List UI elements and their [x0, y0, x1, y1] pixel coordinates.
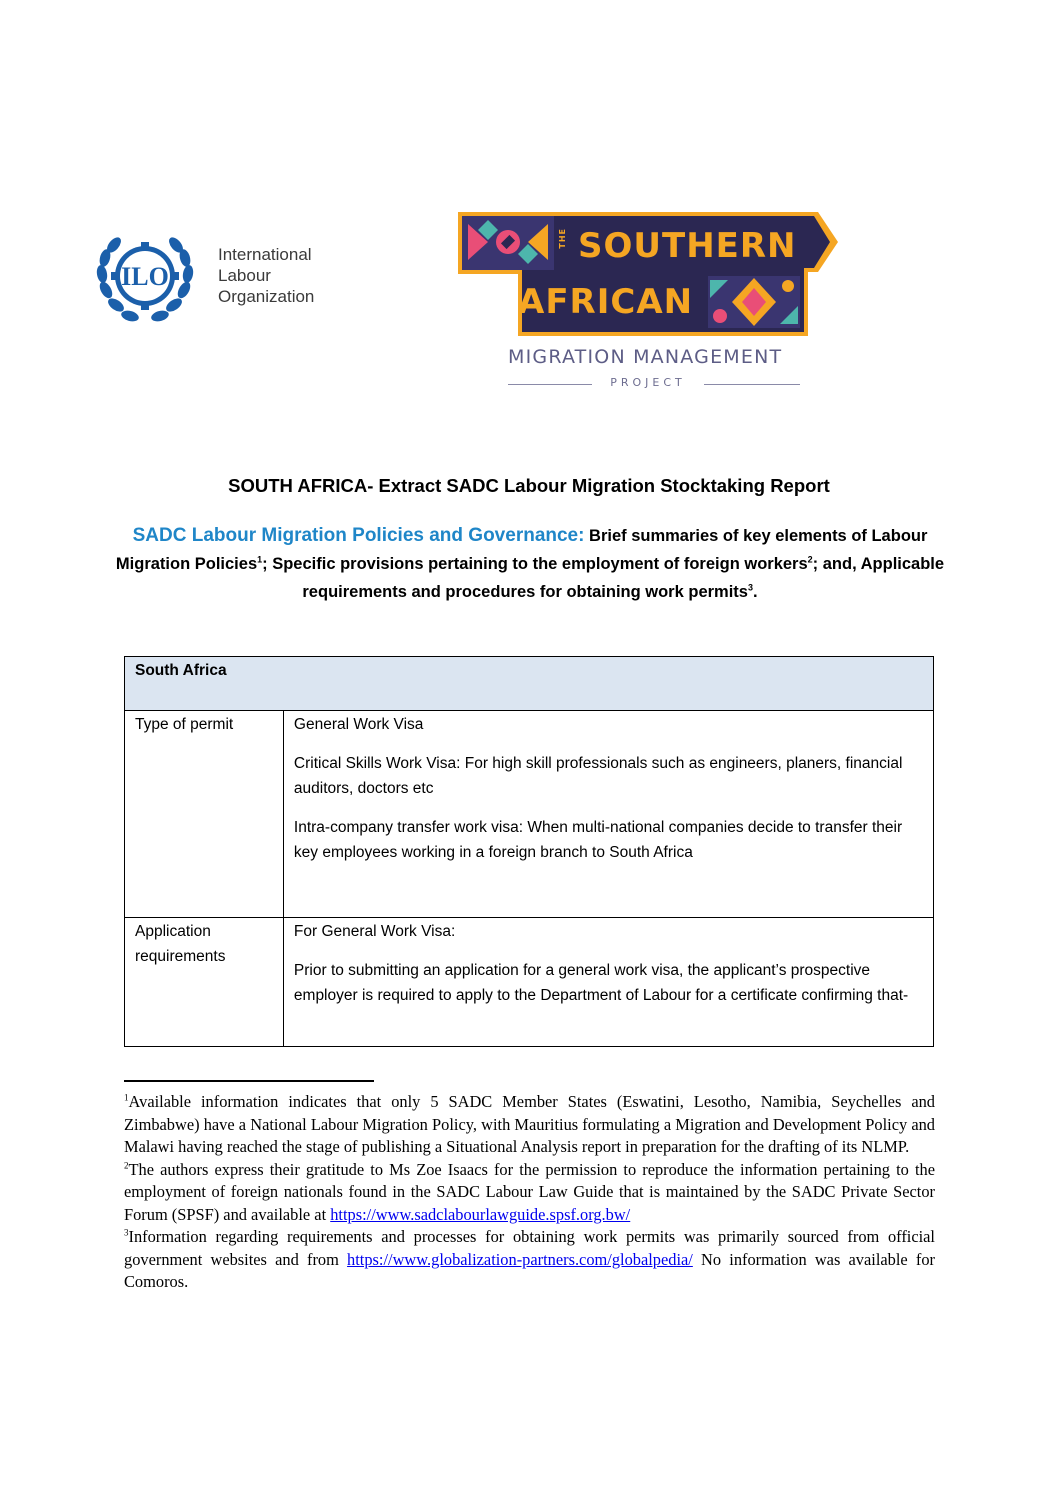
row-label-line-2: requirements: [135, 948, 226, 965]
row-value-cell: [283, 918, 933, 1047]
footnote-separator: [124, 1080, 374, 1082]
table-header-cell: [125, 657, 934, 711]
permit-table: [124, 656, 934, 1047]
footnote-text: Available information indicates that only 5 SADC Member States (Eswatini, Lesotho, Namibia, Seychelles and Zimbabwe) have a National Labour Migration Policy, with Mauritius formulating a Migration and Development Policy and Malawi having reached the stage of publishing a Situational Analysis report in preparation for the drafting of its NLMP.: [124, 1092, 935, 1156]
row-label-cell: [125, 711, 284, 918]
samm-divider-right: [704, 384, 800, 385]
footnote-3: [124, 1226, 935, 1294]
samm-logo: [458, 212, 838, 392]
ilo-logo: [92, 228, 332, 328]
footnote-mark: 2: [124, 1160, 129, 1171]
samm-project-label: PROJECT: [610, 376, 686, 389]
ilo-line-1: International: [218, 245, 312, 264]
row-label-line-1: Application: [135, 923, 211, 940]
footnotes: [124, 1091, 935, 1294]
footnote-2: [124, 1159, 935, 1227]
row-label: Type of permit: [135, 716, 234, 733]
footnote-ref-2[interactable]: 2: [807, 554, 813, 565]
globalpedia-link[interactable]: https://www.globalization-partners.com/globalpedia/: [347, 1249, 693, 1269]
table-header-label: South Africa: [135, 662, 227, 679]
ilo-line-3: Organization: [218, 287, 315, 306]
footnote-1: [124, 1091, 935, 1159]
samm-african-label: AFRICAN: [518, 282, 694, 322]
ilo-line-2: Labour: [218, 266, 271, 285]
row-paragraph: Prior to submitting an application for a general work visa, the applicant’s prospective employer is required to apply to the Department of Labour for a certificate confirming that-: [293, 962, 909, 1004]
row-paragraph: Critical Skills Work Visa: For high skill professionals such as engineers, planers, financial auditors, doctors etc: [293, 755, 903, 797]
row-paragraph: Intra-company transfer work visa: When multi-national companies decide to transfer their key employees working in a foreign branch to South Africa: [293, 819, 903, 861]
samm-migration-label: MIGRATION MANAGEMENT: [508, 346, 783, 368]
subtitle-part-2: ; Specific provisions pertaining to the employment of foreign workers: [262, 555, 808, 573]
row-paragraph: For General Work Visa:: [293, 923, 456, 940]
svg-text:ILO: ILO: [121, 262, 169, 291]
subtitle-part-1: Brief summaries of key elements of Labour Migration Policies: [115, 527, 928, 573]
footnote-text-after: No information was available for Comoros.: [124, 1249, 935, 1291]
footnote-mark: 3: [124, 1227, 129, 1238]
table-row: [125, 711, 934, 918]
table-row: [125, 918, 934, 1047]
samm-southern-label: SOUTHERN: [578, 226, 797, 266]
row-value-cell: [283, 711, 933, 918]
row-label-cell: [125, 918, 284, 1047]
subtitle-highlight: SADC Labour Migration Policies and Governance:: [132, 525, 585, 546]
footnote-text: Information regarding requirements and processes for obtaining work permits was primarily sourced from official government websites and from: [124, 1227, 935, 1269]
row-paragraph: General Work Visa: [293, 716, 424, 733]
sadc-labour-law-guide-link[interactable]: https://www.sadclabourlawguide.spsf.org.bw/: [330, 1204, 631, 1224]
document-subtitle: [110, 522, 950, 606]
ilo-emblem-icon: [92, 228, 198, 328]
footnote-mark: 1: [124, 1092, 129, 1103]
samm-the-label: THE: [558, 228, 567, 249]
subtitle-part-3: ; and, Applicable requirements and procedures for obtaining work permits: [302, 555, 945, 601]
subtitle-end: .: [753, 583, 758, 601]
footnote-ref-3[interactable]: 3: [747, 582, 753, 593]
footnote-text: The authors express their gratitude to Ms Zoe Isaacs for the permission to reproduce the information pertaining to the employment of foreign nationals found in the SADC Labour Law Guide that is maintained by the SADC Private Sector Forum (SPSF) and available at: [124, 1159, 935, 1224]
footnote-ref-1[interactable]: 1: [257, 554, 263, 565]
table-header-row: [125, 657, 934, 711]
ilo-wordmark: [218, 244, 314, 307]
document-title: SOUTH AFRICA- Extract SADC Labour Migration Stocktaking Report: [228, 475, 830, 496]
